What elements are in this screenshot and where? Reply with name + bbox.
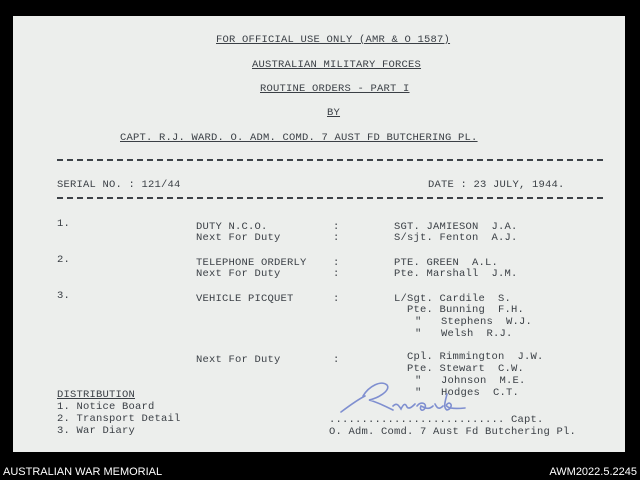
duty-name: Pte. Bunning F.H. [407,304,525,316]
duty-label: TELEPHONE ORDERLY [196,257,307,269]
duty-name: " Hodges C.T. [415,387,520,399]
duty-separator: : [333,268,340,280]
archive-footer [0,465,640,480]
serial-number: SERIAL NO. : 121/44 [57,179,181,191]
distribution-item: 3. War Diary [57,425,136,437]
duty-name: Cpl. Rimmington J.W. [407,351,544,363]
distribution-item: 2. Transport Detail [57,413,181,425]
signature-unit-line: O. Adm. Comd. 7 Aust Fd Butchering Pl. [329,426,577,438]
header-forces: AUSTRALIAN MILITARY FORCES [252,59,422,71]
distribution-title: DISTRIBUTION [57,389,136,401]
duty-name: SGT. JAMIESON J.A. [394,221,518,233]
duty-label: DUTY N.C.O. [196,221,268,233]
duty-separator: : [333,354,340,366]
duty-separator: : [333,293,340,305]
order-number: 2. [57,254,71,266]
duty-separator: : [333,221,340,233]
duty-name: Pte. Stewart C.W. [407,363,525,375]
duty-label: VEHICLE PICQUET [196,293,294,305]
duty-label: Next For Duty [196,268,281,280]
duty-name: " Johnson M.E. [415,375,526,387]
duty-name: " Welsh R.J. [415,328,513,340]
order-number: 3. [57,290,71,302]
header-by: BY [327,107,341,119]
signature-rank-line: ........................... Capt. [329,414,544,426]
duty-separator: : [333,257,340,269]
duty-label: Next For Duty [196,232,281,244]
divider-top [57,159,603,161]
duty-name: S/sjt. Fenton A.J. [394,232,518,244]
header-issuer: CAPT. R.J. WARD. O. ADM. COMD. 7 AUST FD BUTCHERING PL. [120,132,478,144]
duty-separator: : [333,232,340,244]
duty-name: L/Sgt. Cardile S. [394,293,512,305]
distribution-item: 1. Notice Board [57,401,155,413]
duty-name: Pte. Marshall J.M. [394,268,518,280]
document-page [13,16,625,452]
footer-institution: AUSTRALIAN WAR MEMORIAL [3,466,163,478]
header-official-use: FOR OFFICIAL USE ONLY (AMR & O 1587) [216,34,451,46]
order-date: DATE : 23 JULY, 1944. [428,179,565,191]
order-number: 1. [57,218,71,230]
footer-accession-number: AWM2022.5.2245 [549,466,637,478]
duty-name: " Stephens W.J. [415,316,533,328]
handwritten-signature [335,376,485,418]
duty-name: PTE. GREEN A.L. [394,257,499,269]
divider-bottom [57,197,603,199]
duty-label: Next For Duty [196,354,281,366]
header-routine-orders: ROUTINE ORDERS - PART I [260,83,410,95]
